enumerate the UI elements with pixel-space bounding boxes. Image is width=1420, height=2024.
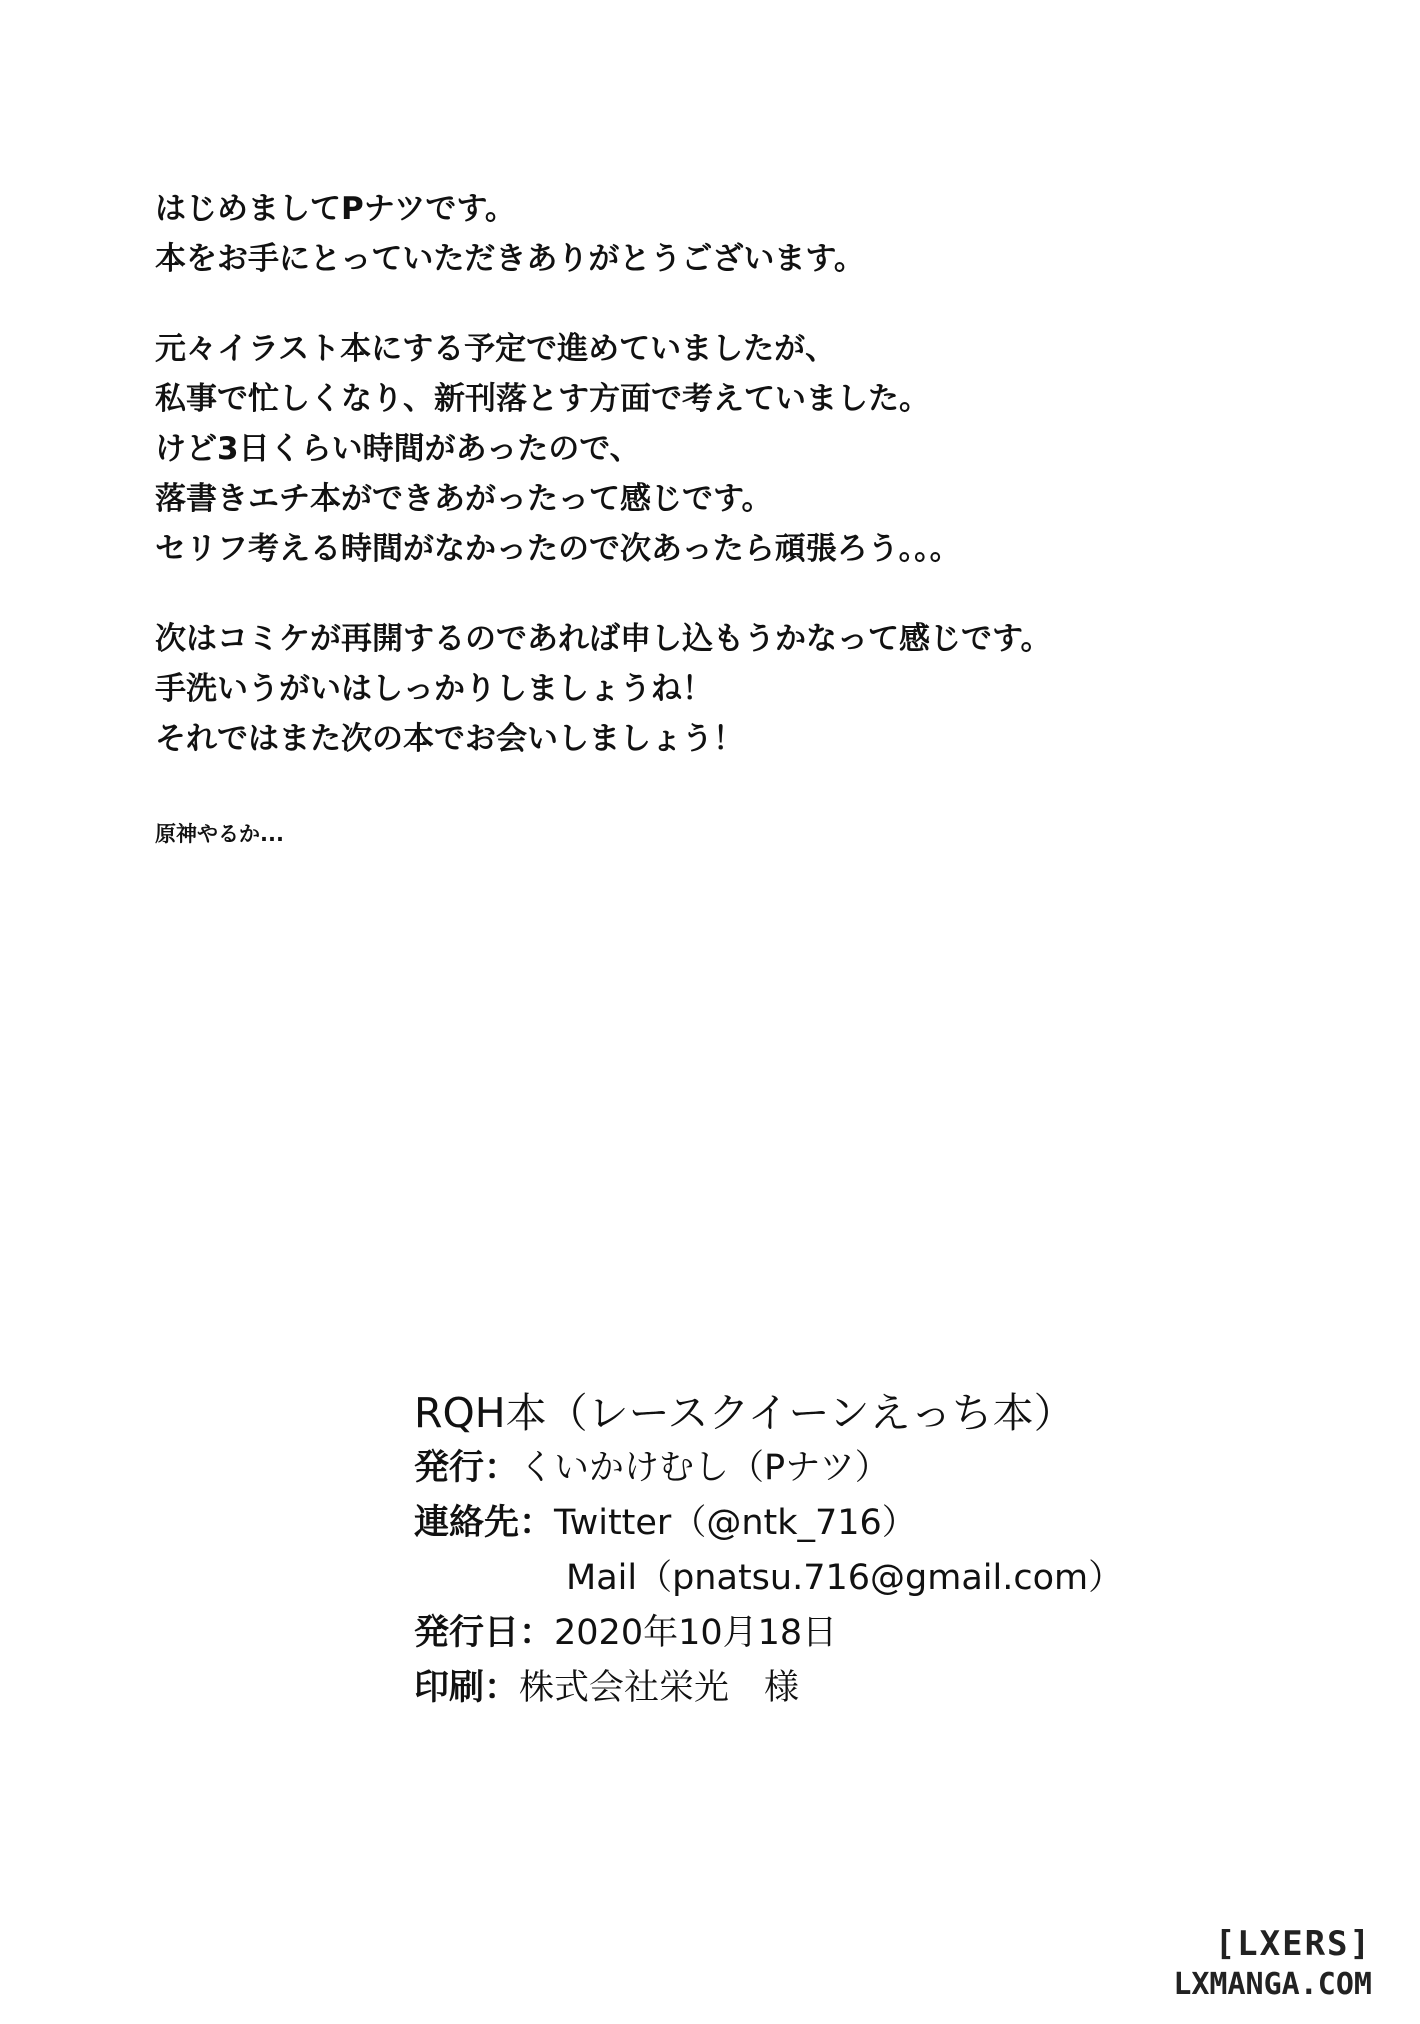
contact-twitter: Twitter（@ntk_716） <box>554 1503 917 1543</box>
afterword-line: 落書きエチ本ができあがったって感じです。 <box>155 481 773 517</box>
date-label: 発行日： <box>414 1613 555 1653</box>
contact-mail-row <box>414 1551 1123 1606</box>
afterword-line: けど3日くらい時間があったので、 <box>155 431 641 467</box>
date-row <box>414 1606 1123 1661</box>
colophon <box>414 1386 1123 1716</box>
contact-label: 連絡先： <box>414 1503 555 1543</box>
book-title: RQH本（レースクイーンえっち本） <box>414 1389 1075 1437</box>
afterword-line: 手洗いうがいはしっかりしましょうね！ <box>155 671 713 707</box>
afterword-paragraph-story <box>155 324 1275 574</box>
date-value: 2020年10月18日 <box>554 1613 838 1653</box>
printer-value: 株式会社栄光 様 <box>519 1668 800 1708</box>
afterword-line: はじめましてPナツです。 <box>155 191 516 227</box>
afterword-paragraph-greeting <box>155 184 1275 284</box>
printer-row <box>414 1661 1123 1716</box>
contact-mail: Mail（pnatsu.716@gmail.com） <box>566 1558 1124 1598</box>
watermark-site-name: LXMANGA.COM <box>1173 1967 1372 2002</box>
afterword-line: セリフ考える時間がなかったので次あったら頑張ろう。。。 <box>155 531 961 567</box>
printer-label: 印刷： <box>414 1668 520 1708</box>
afterword-line: 本をお手にとっていただきありがとうございます。 <box>155 241 865 277</box>
publisher-row <box>414 1441 1123 1496</box>
site-watermark <box>1173 1922 1372 2004</box>
afterword-line: 元々イラスト本にする予定で進めていましたが、 <box>155 331 837 367</box>
afterword-line: 私事で忙しくなり、新刊落とす方面で考えていました。 <box>155 381 930 417</box>
publisher-value: くいかけむし（Pナツ） <box>519 1448 890 1488</box>
publisher-label: 発行： <box>414 1448 520 1488</box>
afterword-paragraph-closing <box>155 614 1275 764</box>
afterword-line: それではまた次の本でお会いしましょう！ <box>155 721 744 757</box>
afterword-note: 原神やるか... <box>155 822 284 846</box>
contact-row <box>414 1496 1123 1551</box>
watermark-group-name: [LXERS] <box>1214 1924 1372 1964</box>
afterword <box>155 184 1275 804</box>
afterword-line: 次はコミケが再開するのであれば申し込もうかなって感じです。 <box>155 621 1052 657</box>
